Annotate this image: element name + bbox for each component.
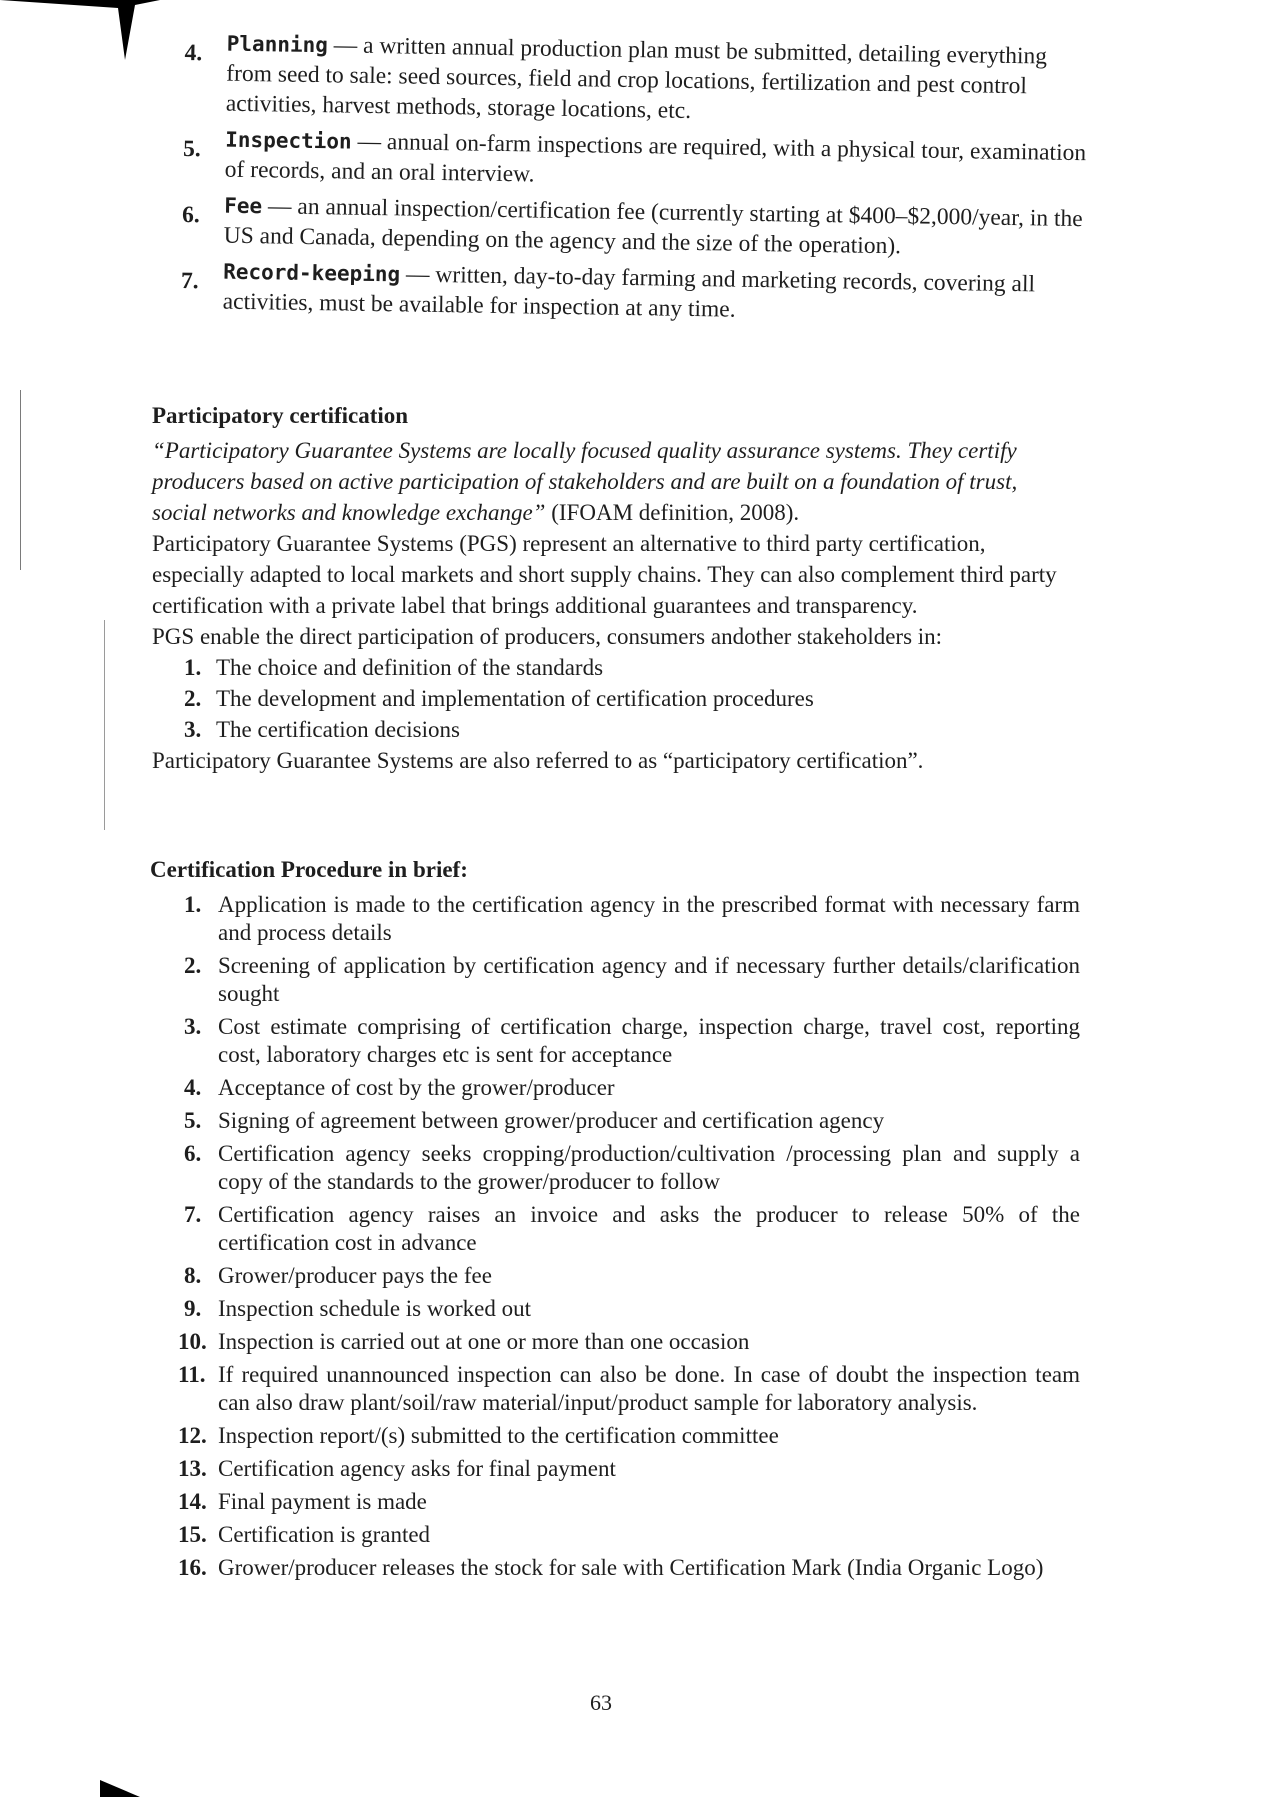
procedure-step: [150, 1455, 1080, 1483]
page-number: 63: [590, 1690, 612, 1715]
item-term: Inspection: [225, 127, 352, 154]
quote-source: (IFOAM definition, 2008).: [545, 500, 800, 525]
procedure-step: [150, 1422, 1080, 1450]
procedure-step: [150, 1107, 1080, 1135]
procedure-step: [150, 891, 1080, 947]
requirement-item: [183, 124, 1089, 198]
item-number: 5.: [182, 135, 201, 163]
scan-edge-line-left-lower: [104, 620, 105, 830]
step-number: 5.: [184, 1108, 202, 1133]
step-text: Inspection is carried out at one or more than one occasion: [218, 1329, 750, 1354]
step-text: Certification agency raises an invoice and asks the producer to release 50% of the certification cost in advance: [218, 1202, 1080, 1255]
procedure-step: [150, 1328, 1080, 1356]
procedure-step: [150, 1074, 1080, 1102]
procedure-step: [150, 1361, 1080, 1417]
step-number: 7.: [184, 1202, 202, 1227]
item-text: The development and implementation of certification procedures: [216, 686, 814, 711]
step-text: Final payment is made: [218, 1489, 427, 1514]
step-number: 2.: [184, 953, 202, 978]
item-text: — a written annual production plan must be submitted, detailing everything from seed to sale: seed sources, field and crop locations, fertilization and pest control activities, harvest methods, storage locations, etc.: [225, 32, 1048, 124]
step-text: Cost estimate comprising of certification charge, inspection charge, travel cost, reporting cost, laboratory charges etc is sent for acceptance: [218, 1014, 1080, 1067]
step-number: 15.: [178, 1522, 207, 1547]
requirement-item: [184, 28, 1090, 132]
item-number: 7.: [180, 267, 199, 295]
item-text: — an annual inspection/certification fee (currently starting at $400–$2,000/year, in the US and Canada, depending on the agency and the size of the operation).: [223, 193, 1083, 260]
step-number: 13.: [178, 1456, 207, 1481]
item-number: 6.: [181, 201, 200, 229]
list-item: [184, 683, 1072, 714]
step-text: Certification agency asks for final payment: [218, 1456, 616, 1481]
procedure-step: [150, 1140, 1080, 1196]
step-number: 16.: [178, 1555, 207, 1580]
list-item: [184, 652, 1072, 683]
step-text: Screening of application by certification agency and if necessary further details/clarification sought: [218, 953, 1080, 1006]
pgs-closing: Participatory Guarantee Systems are also referred to as “participatory certification”.: [152, 748, 924, 773]
procedure-step: [150, 1201, 1080, 1257]
item-number: 3.: [184, 717, 202, 742]
pgs-intro: PGS enable the direct participation of producers, consumers andother stakeholders in:: [152, 624, 943, 649]
bottom-edge-mark: [100, 1780, 140, 1797]
step-number: 9.: [184, 1296, 202, 1321]
step-text: Inspection report/(s) submitted to the certification committee: [218, 1423, 779, 1448]
item-text: The certification decisions: [216, 717, 460, 742]
step-number: 11.: [178, 1362, 206, 1387]
requirement-item: [180, 256, 1086, 330]
item-term: Planning: [226, 31, 329, 58]
step-number: 1.: [184, 892, 202, 917]
list-item: [184, 714, 1072, 745]
step-number: 12.: [178, 1423, 207, 1448]
procedure-section: [150, 855, 1080, 1587]
step-text: Grower/producer pays the fee: [218, 1263, 492, 1288]
participatory-section: [152, 400, 1072, 776]
pgs-definition: [152, 435, 1072, 528]
step-text: Grower/producer releases the stock for sale with Certification Mark (India Organic Logo): [218, 1555, 1044, 1580]
procedure-step: [150, 1521, 1080, 1549]
procedure-steps: [150, 891, 1080, 1582]
item-number: 1.: [184, 655, 202, 680]
procedure-step: [150, 1013, 1080, 1069]
step-number: 4.: [184, 1075, 202, 1100]
step-text: Certification is granted: [218, 1522, 431, 1547]
item-text: — annual on-farm inspections are required, with a physical tour, examination of records, and an oral interview.: [224, 128, 1087, 188]
procedure-step: [150, 952, 1080, 1008]
step-text: If required unannounced inspection can also be done. In case of doubt the inspection team can also draw plant/soil/raw material/input/product sample for laboratory analysis.: [218, 1362, 1080, 1415]
step-text: Inspection schedule is worked out: [218, 1296, 531, 1321]
step-text: Application is made to the certification agency in the prescribed format with necessary farm and process details: [218, 892, 1080, 945]
pgs-quote: “Participatory Guarantee Systems are locally focused quality assurance systems. They certify producers based on active participation of stakeholders and are built on a foundation of trust, social networks and knowledge exchange”: [152, 438, 1018, 525]
item-text: — written, day-to-day farming and marketing records, covering all activities, must be available for inspection at any time.: [222, 261, 1036, 323]
procedure-step: [150, 1554, 1080, 1582]
procedure-step: [150, 1262, 1080, 1290]
step-text: Signing of agreement between grower/producer and certification agency: [218, 1108, 885, 1133]
step-text: Acceptance of cost by the grower/producer: [218, 1075, 615, 1100]
section-heading: Certification Procedure in brief:: [150, 857, 468, 882]
step-text: Certification agency seeks cropping/production/cultivation /processing plan and supply a copy of the standards to the grower/producer to follow: [218, 1141, 1080, 1194]
step-number: 3.: [184, 1014, 202, 1039]
item-number: 2.: [184, 686, 202, 711]
item-number: 4.: [184, 39, 203, 67]
section-heading: Participatory certification: [152, 403, 409, 428]
step-number: 10.: [178, 1329, 207, 1354]
corner-fold-mark: [0, 0, 160, 70]
step-number: 6.: [184, 1141, 202, 1166]
requirements-list: [180, 28, 1090, 336]
requirement-item: [182, 190, 1088, 264]
procedure-step: [150, 1488, 1080, 1516]
item-text: The choice and definition of the standards: [216, 655, 604, 680]
step-number: 14.: [178, 1489, 207, 1514]
pgs-paragraph: Participatory Guarantee Systems (PGS) represent an alternative to third party certification, especially adapted to local markets and short supply chains. They can also complement third party certification with a private label that brings additional guarantees and transparency.: [152, 531, 1057, 618]
step-number: 8.: [184, 1263, 202, 1288]
pgs-list: [152, 652, 1072, 745]
procedure-step: [150, 1295, 1080, 1323]
scan-edge-line-left: [20, 390, 21, 570]
item-term: Record-keeping: [222, 259, 401, 287]
item-term: Fee: [224, 193, 263, 219]
